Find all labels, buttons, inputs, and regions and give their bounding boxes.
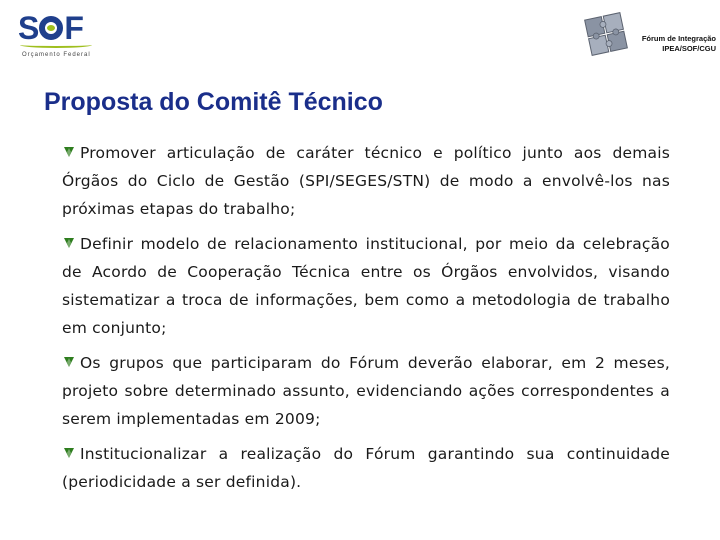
bullet-item — [62, 440, 670, 496]
diamond-bullet-icon — [62, 355, 78, 369]
bullet-text: Institucionalizar a realização do Fórum garantindo sua continuidade (periodicidade a ser definida). — [62, 445, 670, 491]
diamond-bullet-icon — [62, 446, 78, 460]
logo-subtitle: Orçamento Federal — [22, 52, 91, 58]
forum-badge — [578, 6, 720, 66]
bullet-item — [62, 230, 670, 342]
bullet-text: Definir modelo de relacionamento institucional, por meio da celebração de Acordo de Cooperação Técnica entre os Órgãos envolvidos, visando sistematizar a troca de informações, bem como a metodologia de trabalho em conjunto; — [62, 235, 670, 337]
bullet-text: Os grupos que participaram do Fórum deverão elaborar, em 2 meses, projeto sobre determinado assunto, evidenciando ações correspondentes a serem implementadas em 2009; — [62, 354, 670, 428]
forum-badge-line2: IPEA/SOF/CGU — [662, 44, 716, 53]
bullet-item — [62, 139, 670, 223]
diamond-bullet-icon — [62, 236, 78, 250]
forum-badge-line1: Fórum de Integração — [641, 34, 716, 43]
slide-title: Proposta do Comitê Técnico — [44, 88, 383, 116]
bullet-list — [62, 139, 670, 496]
forum-badge-text — [632, 34, 716, 54]
diamond-bullet-icon — [62, 145, 78, 159]
bullet-item — [62, 349, 670, 433]
puzzle-icon — [578, 6, 634, 62]
sof-logo — [18, 10, 100, 58]
sof-logo-wordmark: S F — [18, 10, 83, 46]
bullet-text: Promover articulação de caráter técnico e político junto aos demais Órgãos do Ciclo de Gestão (SPI/SEGES/STN) de modo a envolvê-los nas próximas etapas do trabalho; — [62, 144, 670, 218]
logo-swoosh-icon — [20, 42, 92, 48]
